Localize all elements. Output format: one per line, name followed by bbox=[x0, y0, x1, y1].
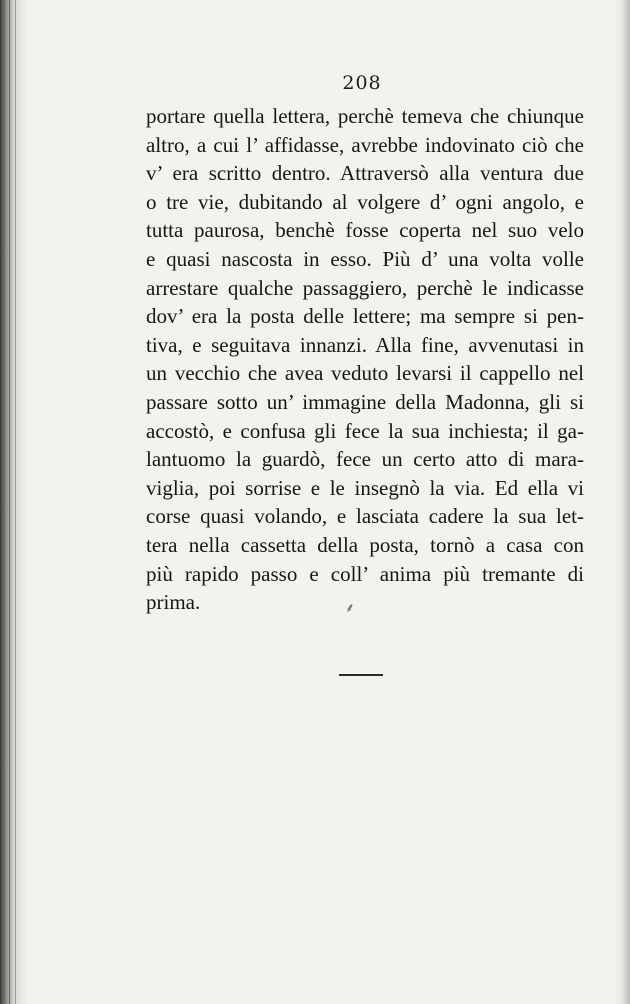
text-line: portare quella lettera, perchè temeva che chiunque bbox=[146, 104, 584, 128]
text-line: o tre vie, dubitando al volgere d’ ogni angolo, e bbox=[146, 189, 584, 214]
text-line: altro, a cui l’ affidasse, avrebbe indovinato ciò che bbox=[146, 132, 584, 157]
ink-speck: ⸙ bbox=[345, 601, 355, 616]
text-line: tera nella cassetta della posta, tornò a casa con bbox=[146, 532, 584, 557]
text-line: tiva, e seguitava innanzi. Alla fine, avvenutasi in bbox=[146, 332, 584, 357]
text-line: accostò, e confusa gli fece la sua inchiesta; il ga- bbox=[146, 418, 584, 443]
body-paragraph bbox=[146, 102, 584, 617]
text-line: e quasi nascosta in esso. Più d’ una volta volle bbox=[146, 246, 584, 271]
text-line: più rapido passo e coll’ anima più tremante di bbox=[146, 561, 584, 586]
text-line: dov’ era la posta delle lettere; ma sempre si pen- bbox=[146, 304, 584, 329]
page-edge bbox=[614, 0, 630, 1004]
end-rule bbox=[339, 674, 383, 676]
text-line: tutta paurosa, benchè fosse coperta nel suo velo bbox=[146, 218, 584, 243]
text-line: viglia, poi sorrise e le insegnò la via. Ed ella vi bbox=[146, 475, 584, 500]
text-line: lantuomo la guardò, fece un certo atto di mara- bbox=[146, 447, 584, 472]
gutter-line bbox=[4, 0, 5, 1004]
gutter-line bbox=[15, 0, 16, 1004]
text-line: v’ era scritto dentro. Attraversò alla ventura due bbox=[146, 161, 584, 186]
text-line: arrestare qualche passaggiero, perchè le indicasse bbox=[146, 275, 584, 300]
text-line: corse quasi volando, e lasciata cadere la sua let- bbox=[146, 504, 584, 529]
text-line: prima. bbox=[146, 590, 201, 615]
gutter-line bbox=[9, 0, 10, 1004]
text-line: passare sotto un’ immagine della Madonna, gli si bbox=[146, 389, 584, 414]
text-line: un vecchio che avea veduto levarsi il cappello nel bbox=[146, 361, 584, 386]
page-number: 208 bbox=[342, 72, 382, 94]
